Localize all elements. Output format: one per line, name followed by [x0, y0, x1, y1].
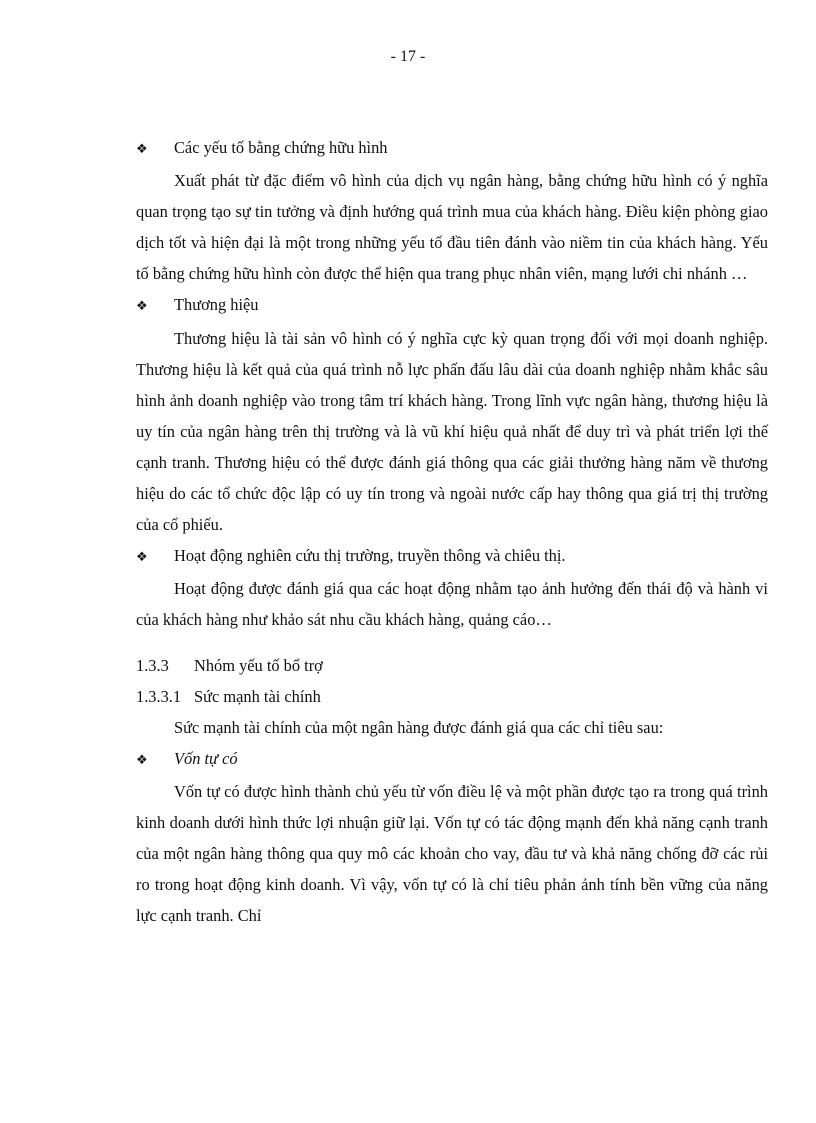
- paragraph-brand: Thương hiệu là tài sản vô hình có ý nghĩa cực kỳ quan trọng đối với mọi doanh nghiệp. Thương hiệu là kết quả của quá trình nỗ lực phấn đấu lâu dài của doanh nghiệp nhằm khắc sâu hình ảnh doanh nghiệp vào trong tâm trí khách hàng. Trong lĩnh vực ngân hàng, thương hiệu là uy tín của ngân hàng trên thị trường và là vũ khí hiệu quả nhất để duy trì và phát triển lợi thế cạnh tranh. Thương hiệu có thể được đánh giá thông qua các giải thưởng hàng năm về thương hiệu do các tổ chức độc lập có uy tín trong và ngoài nước cấp hay thông qua giá trị thị trường của cổ phiếu.: [136, 328, 768, 535]
- section-title: Sức mạnh tài chính: [194, 686, 321, 706]
- page-number: - 17 -: [390, 48, 426, 65]
- heading-text: Thương hiệu: [174, 295, 259, 315]
- paragraph-research: Hoạt động được đánh giá qua các hoạt động nhằm tạo ảnh hưởng đến thái độ và hành vi của khách hàng như khảo sát nhu cầu khách hàng, quảng cáo…: [136, 579, 768, 630]
- section-heading-1-3-3-1: [136, 681, 768, 712]
- page-body: [136, 132, 768, 931]
- heading-text: Các yếu tố bằng chứng hữu hình: [174, 138, 388, 157]
- diamond-bullet-icon: ❖: [136, 299, 148, 315]
- paragraph-equity: Vốn tự có được hình thành chủ yếu từ vốn điều lệ và một phần được tạo ra trong quá trình kinh doanh dưới hình thức lợi nhuận giữ lại. Vốn tự có tác động mạnh đến khả năng cạnh tranh của một ngân hàng thông qua quy mô các khoản cho vay, đầu tư và khả năng chống đỡ các rủi ro trong hoạt động kinh doanh. Vì vậy, vốn tự có là chỉ tiêu phản ảnh tính bền vững của năng lực cạnh tranh. Chỉ: [136, 781, 768, 926]
- paragraph-tangible: Xuất phát từ đặc điểm vô hình của dịch vụ ngân hàng, bằng chứng hữu hình có ý nghĩa quan trọng tạo sự tin tưởng và định hướng quá trình mua của khách hàng. Điều kiện phòng giao dịch tốt và hiện đại là một trong những yếu tố đầu tiên đánh vào niềm tin của khách hàng. Yếu tố bằng chứng hữu hình còn được thể hiện qua trang phục nhân viên, mạng lưới chi nhánh …: [136, 171, 768, 284]
- bullet-heading-equity: [136, 743, 768, 776]
- section-heading-1-3-3: [136, 650, 768, 681]
- diamond-bullet-icon: ❖: [136, 142, 148, 157]
- section-number: 1.3.3.1: [136, 686, 182, 706]
- bullet-heading-brand: [136, 289, 768, 322]
- diamond-bullet-icon: ❖: [136, 752, 148, 768]
- section-spacer: [136, 636, 768, 650]
- heading-text: Vốn tự có: [174, 748, 238, 768]
- section-title: Nhóm yếu tố bổ trợ: [194, 655, 323, 675]
- diamond-bullet-icon: ❖: [136, 550, 148, 566]
- paragraph-financial-intro: Sức mạnh tài chính của một ngân hàng được đánh giá qua các chỉ tiêu sau:: [174, 717, 664, 737]
- section-number: 1.3.3: [136, 655, 169, 675]
- bullet-heading-research: [136, 540, 768, 573]
- heading-text: Hoạt động nghiên cứu thị trường, truyền thông và chiêu thị.: [174, 546, 566, 566]
- bullet-heading-tangible: [136, 132, 768, 165]
